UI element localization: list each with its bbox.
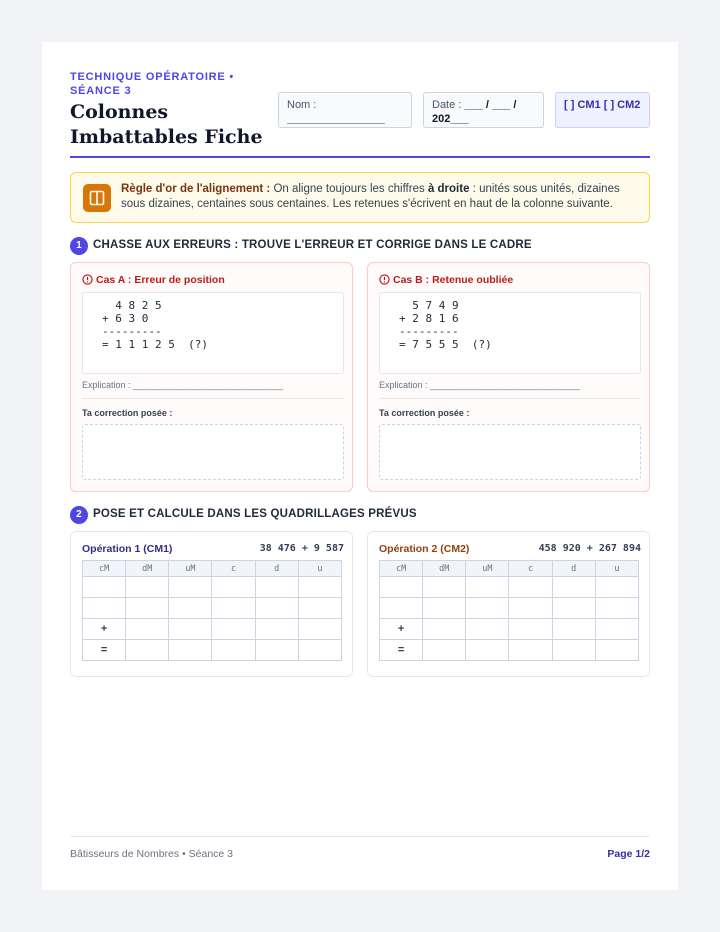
rule-callout xyxy=(70,172,650,223)
plus-sign[interactable]: + xyxy=(83,619,126,640)
rule-text: Règle d'or de l'alignement : On aligne toujours les chiffres à droite : unités sous unités, dizaines sous dizaines, centaines sous centaines. Les retenues s'écrivent en haut de la colonne suivante. xyxy=(121,183,620,210)
grid-row xyxy=(380,577,639,598)
error-case-a xyxy=(70,262,353,492)
column-header: uM xyxy=(466,561,509,577)
name-label: Nom : xyxy=(287,99,317,111)
column-header: uM xyxy=(169,561,212,577)
case-label: Cas B : Retenue oubliée xyxy=(379,274,513,286)
kicker: TECHNIQUE OPÉRATOIRE • SÉANCE 3 xyxy=(70,71,235,97)
correction-box[interactable] xyxy=(82,424,344,480)
grid-row xyxy=(83,598,342,619)
columns-icon xyxy=(83,184,111,212)
column-header: dM xyxy=(423,561,466,577)
footer-divider xyxy=(70,836,650,837)
column-grid xyxy=(379,560,639,661)
column-header: cM xyxy=(83,561,126,577)
name-field[interactable] xyxy=(278,92,412,128)
grid-row xyxy=(380,640,639,661)
explanation-line[interactable]: Explication : ______________________________ xyxy=(82,380,284,390)
explanation-line[interactable]: Explication : ______________________________ xyxy=(379,380,581,390)
correction-box[interactable] xyxy=(379,424,641,480)
date-value: ___ / ___ / 202___ xyxy=(432,99,517,125)
grid-title: Opération 2 (CM2) xyxy=(379,543,470,555)
section-title: CHASSE AUX ERREURS : TROUVE L'ERREUR ET CORRIGE DANS LE CADRE xyxy=(93,239,532,251)
page-title: Colonnes Imbattables Fiche xyxy=(70,101,263,148)
section-title: POSE ET CALCULE DANS LES QUADRILLAGES PRÉVUS xyxy=(93,508,417,520)
equals-sign[interactable]: = xyxy=(83,640,126,661)
column-header: d xyxy=(255,561,298,577)
name-value: ________________ xyxy=(287,113,385,125)
operation-grid-1 xyxy=(70,531,353,677)
column-header: u xyxy=(298,561,341,577)
grid-row xyxy=(380,619,639,640)
operation-code: 4 8 2 5 + 6 3 0 --------- = 1 1 1 2 5 (?) xyxy=(82,292,344,374)
column-grid xyxy=(82,560,342,661)
section-1-heading xyxy=(70,237,650,255)
date-field[interactable] xyxy=(423,92,544,128)
operation-code: 5 7 4 9 + 2 8 1 6 --------- = 7 5 5 5 (?) xyxy=(379,292,641,374)
divider xyxy=(379,398,641,399)
worksheet-page xyxy=(42,42,678,890)
grid-operation: 38 476 + 9 587 xyxy=(259,543,344,554)
column-header: dM xyxy=(126,561,169,577)
correction-label: Ta correction posée : xyxy=(82,408,173,418)
plus-sign[interactable]: + xyxy=(380,619,423,640)
grid-operation: 458 920 + 267 894 xyxy=(538,543,641,554)
column-header: cM xyxy=(380,561,423,577)
column-header: c xyxy=(509,561,552,577)
section-number: 2 xyxy=(70,506,88,524)
level-checkboxes[interactable]: [ ] CM1 [ ] CM2 xyxy=(555,92,650,128)
operation-grid-2 xyxy=(367,531,650,677)
case-label: Cas A : Erreur de position xyxy=(82,274,225,286)
grid-title: Opération 1 (CM1) xyxy=(82,543,173,555)
page-number: Page 1/2 xyxy=(607,848,650,860)
column-header: d xyxy=(552,561,595,577)
divider xyxy=(82,398,344,399)
grid-row xyxy=(380,598,639,619)
alert-circle-icon xyxy=(82,274,93,285)
equals-sign[interactable]: = xyxy=(380,640,423,661)
correction-label: Ta correction posée : xyxy=(379,408,470,418)
alert-circle-icon xyxy=(379,274,390,285)
grid-row xyxy=(83,619,342,640)
column-header: c xyxy=(212,561,255,577)
grid-row xyxy=(83,640,342,661)
error-case-b xyxy=(367,262,650,492)
column-header: u xyxy=(595,561,638,577)
section-2-heading xyxy=(70,506,650,524)
section-number: 1 xyxy=(70,237,88,255)
header-divider xyxy=(70,156,650,158)
grid-row xyxy=(83,577,342,598)
date-label: Date : xyxy=(432,99,462,111)
footer-series: Bâtisseurs de Nombres • Séance 3 xyxy=(70,848,234,860)
